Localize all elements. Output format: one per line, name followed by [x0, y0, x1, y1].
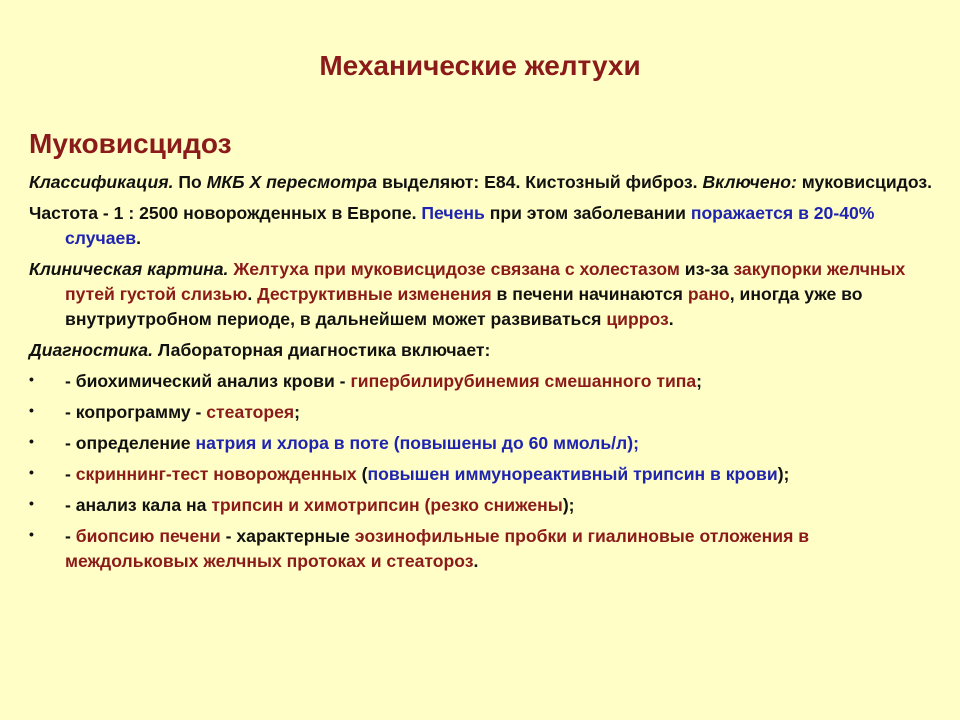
clinical-text: из-за: [679, 259, 734, 279]
bullet-icon: •: [29, 526, 34, 542]
bullet-icon: •: [29, 402, 34, 418]
slide-subtitle: Муковисцидоз: [29, 128, 232, 159]
bullet-text: );: [777, 464, 790, 484]
clinical-text: .: [247, 284, 258, 304]
diagnostics-label: Диагностика.: [29, 340, 153, 360]
clinical-text: , иногда уже во внутриутробном периоде, в дальнейшем может развиваться: [65, 284, 863, 329]
frequency-liver: Печень: [421, 203, 485, 223]
bullet-highlight-blue: натрия и хлора в поте (повышены до 60 ммоль/л);: [195, 433, 639, 453]
classification-mkb: МКБ Х пересмотра: [206, 172, 378, 192]
bullet-item-liver-biopsy: [29, 524, 934, 574]
bullet-text: -: [65, 526, 76, 546]
bullet-text: - определение: [65, 433, 196, 453]
bullet-text: ;: [294, 402, 301, 422]
frequency-text: Частота - 1 : 2500 новорожденных в Европе.: [29, 203, 422, 223]
clinical-destructive: Деструктивные изменения: [257, 284, 492, 304]
bullet-item-newborn-screening: [29, 462, 934, 487]
classification-paragraph: [29, 170, 934, 195]
frequency-text: .: [136, 228, 142, 248]
bullet-item-sweat-test: [29, 431, 934, 456]
frequency-paragraph: [29, 201, 934, 251]
clinical-text: в печени начинаются: [491, 284, 688, 304]
frequency-affected: поражается в 20-40% случаев: [65, 203, 875, 248]
frequency-text: при этом заболевании: [484, 203, 691, 223]
bullet-icon: •: [29, 371, 34, 387]
clinical-blockage: закупорки желчных путей густой слизью: [65, 259, 906, 304]
bullet-icon: •: [29, 433, 34, 449]
bullet-text: (: [356, 464, 368, 484]
clinical-cirrhosis: цирроз: [606, 309, 669, 329]
slide-content: [29, 170, 934, 580]
classification-text: По: [173, 172, 207, 192]
bullet-highlight-red: биопсию печени: [75, 526, 221, 546]
bullet-highlight-red: скриннинг-тест новорожденных: [75, 464, 357, 484]
diagnostics-text: Лабораторная диагностика включает:: [152, 340, 491, 360]
bullet-text: -: [65, 464, 76, 484]
classification-text: муковисцидоз.: [796, 172, 932, 192]
clinical-label: Клиническая картина.: [29, 259, 229, 279]
bullet-item-stool-analysis: [29, 493, 934, 518]
bullet-item-coprogram: [29, 400, 934, 425]
bullet-highlight-red: эозинофильные пробки и гиалиновые отложения в междольковых желчных протоках и стеатороз: [65, 526, 810, 571]
bullet-text: - биохимический анализ крови -: [65, 371, 351, 391]
classification-label: Классификация.: [29, 172, 174, 192]
clinical-early: рано: [687, 284, 730, 304]
bullet-highlight-red: стеаторея: [206, 402, 295, 422]
clinical-text: .: [668, 309, 674, 329]
clinical-paragraph: [29, 257, 934, 332]
bullet-icon: •: [29, 495, 34, 511]
bullet-text: .: [473, 551, 479, 571]
bullet-highlight-blue: повышен иммунореактивный трипсин в крови: [367, 464, 778, 484]
diagnostics-paragraph: [29, 338, 934, 363]
bullet-highlight-red: трипсин и химотрипсин (резко снижены: [211, 495, 563, 515]
bullet-highlight-red: гипербилирубинемия смешанного типа: [350, 371, 697, 391]
clinical-jaundice: Желтуха при муковисцидозе связана с холестазом: [233, 259, 680, 279]
bullet-text: ;: [696, 371, 703, 391]
classification-included-label: Включено:: [702, 172, 797, 192]
bullet-text: );: [562, 495, 575, 515]
bullet-item-blood-analysis: [29, 369, 934, 394]
classification-text: выделяют: Е84. Кистозный фиброз.: [377, 172, 703, 192]
bullet-icon: •: [29, 464, 34, 480]
slide-title: Механические желтухи: [319, 50, 641, 81]
bullet-text: - анализ кала на: [65, 495, 212, 515]
bullet-text: - характерные: [220, 526, 355, 546]
bullet-text: - копрограмму -: [65, 402, 207, 422]
